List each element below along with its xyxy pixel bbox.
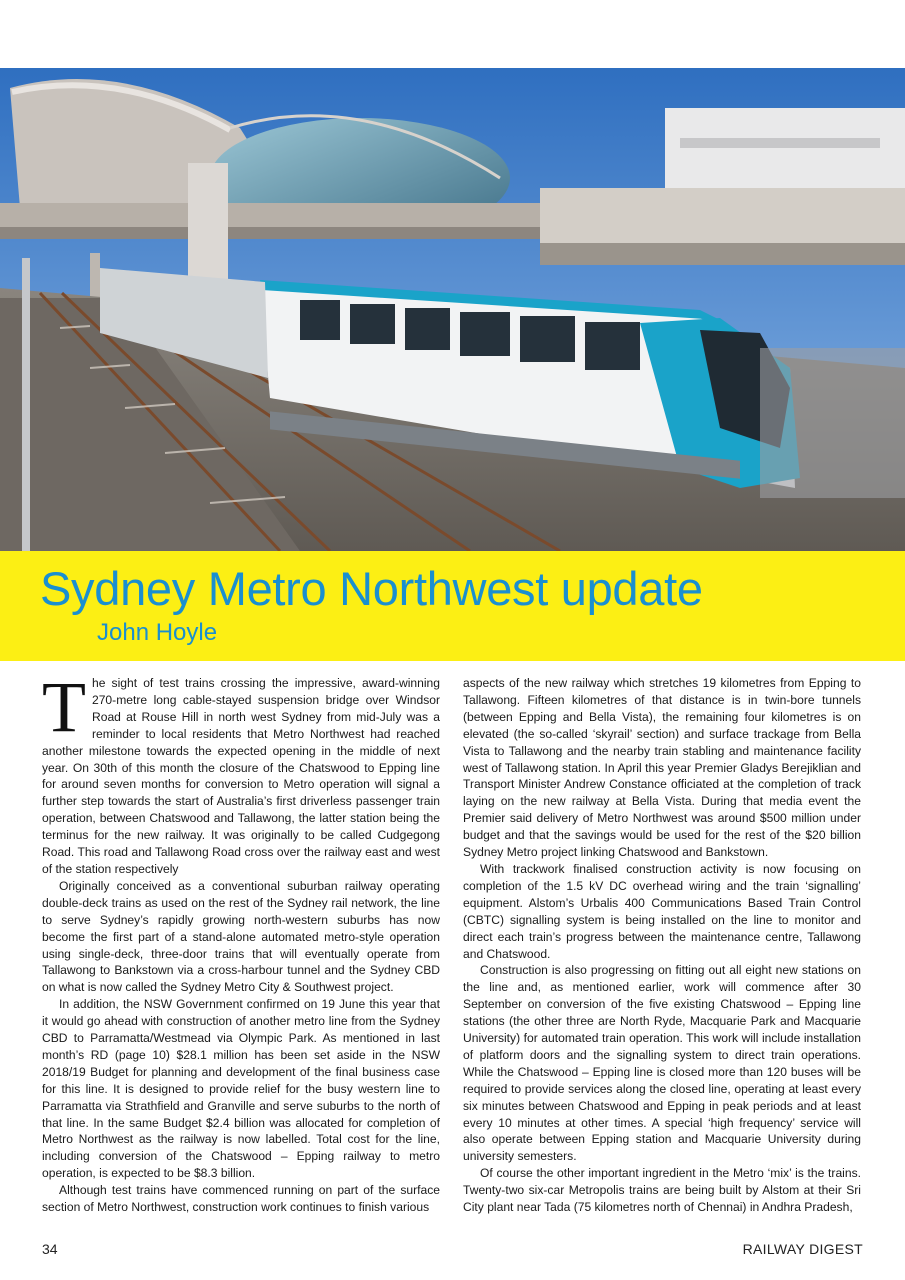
paragraph-text: he sight of test trains crossing the impressive, award-winning 270-metre long cable-stayed suspension bridge over Windsor Road at Rouse Hill in north west Sydney from mid-July was a reminder to local residents that Metro Northwest had reached another milestone towards the expected opening in the middle of next year. On 30th of this month the closure of the Chatswood to Epping line for around seven months for conversion to Metro operation will signal a further step towards the start of Australia’s first driverless passenger train operation, between Chatswood and Tallawong, the latter station being the terminus for the new railway. It was originally to be called Cudgegong Road. This road and Tallawong Road cross over the railway east and west of the station respectively xyxy=(42,676,440,876)
paragraph: Although test trains have commenced running on part of the surface section of Metro Northwest, construction work continues to finish various xyxy=(42,1183,440,1215)
article-column-left xyxy=(42,667,440,1216)
magazine-name: RAILWAY DIGEST xyxy=(742,1241,863,1257)
paragraph: In addition, the NSW Government confirmed on 19 June this year that it would go ahead with construction of another metro line from the Sydney CBD to Parramatta/Westmead via Olympic Park. As mentioned in last month’s RD (page 10) $28.1 million has been set aside in the NSW 2018/19 Budget for planning and development of the final business case for this line. It is designed to provide relief for the busy western line to Parramatta via Strathfield and Granville and serve suburbs to the north of that line. In the same Budget $2.4 billion was allocated for completion of Metro Northwest as the railway is now labelled. Total cost for the line, including conversion of the Chatswood – Epping railway to metro operation, is expected to be $8.3 billion. xyxy=(42,997,440,1181)
title-banner xyxy=(0,551,905,661)
paragraph: Construction is also progressing on fitting out all eight new stations on the line and, as mentioned earlier, work will commence after 30 September on conversion of the five existing Chatswood – Epping line stations (the other three are North Ryde, Macquarie Park and Macquarie University) for automated train operation. This work will include installation of platform doors and the signalling system to direct train operations. While the Chatswood – Epping line is closed more than 120 buses will be required to provide services along the closed line, operating at least every six minutes between Chatswood and Epping in peak periods and at least every 10 minutes at other times. A special ‘high frequency’ service will also operate between Epping station and Macquarie University during university semesters. xyxy=(463,963,861,1164)
paragraph: aspects of the new railway which stretches 19 kilometres from Epping to Tallawong. Fifteen kilometres of that distance is in twin-bore tunnels (between Epping and Bella Vista), the remaining four kilometres is on elevated (the so-called ‘skyrail’ section) and surface trackage from Bella Vista to Tallawong and the nearby train stabling and maintenance facility west of Tallawong station. In April this year Premier Gladys Berejiklian and Transport Minister Andrew Constance officiated at the completion of track laying on the new railway at Bella Vista. During that media event the Premier said delivery of Metro Northwest was around $500 million under budget and that the savings would be used for the rest of the $20 billion Sydney Metro project linking Chatswood and Bankstown. xyxy=(463,676,861,860)
article-title: Sydney Metro Northwest update xyxy=(40,562,703,615)
drop-cap: T xyxy=(42,667,86,747)
paragraph: With trackwork finalised construction activity is now focusing on completion of the 1.5 kV DC overhead wiring and the train ‘signalling’ equipment. Alstom’s Urbalis 400 Communications Based Train Control (CBTC) signalling system is being installed on the line to monitor and direct each train’s progress between the maintenance centre, Tallawong and Chatswood. xyxy=(463,861,861,961)
article-column-right xyxy=(463,675,861,1216)
article-author: John Hoyle xyxy=(97,619,218,646)
paragraph: Originally conceived as a conventional suburban railway operating double-deck trains as used on the rest of the Sydney rail network, the line to serve Sydney’s rapidly growing north-western suburbs has now become the first part of a stand-alone automated metro-style operation using single-deck, three-door trains that will eventually operate from Tallawong to Bankstown via a cross-harbour tunnel and the Sydney CBD on what is now called the Sydney Metro City & Southwest project. xyxy=(42,878,440,995)
paragraph xyxy=(42,667,440,878)
page-number: 34 xyxy=(42,1241,58,1257)
hero-photo xyxy=(0,68,905,551)
paragraph: Of course the other important ingredient in the Metro ‘mix’ is the trains. Twenty-two six-car Metropolis trains are being built by Alstom at their Sri City plant near Tada (75 kilometres north of Chennai) in Andhra Pradesh, xyxy=(463,1166,861,1215)
train-station-illustration xyxy=(0,68,905,551)
